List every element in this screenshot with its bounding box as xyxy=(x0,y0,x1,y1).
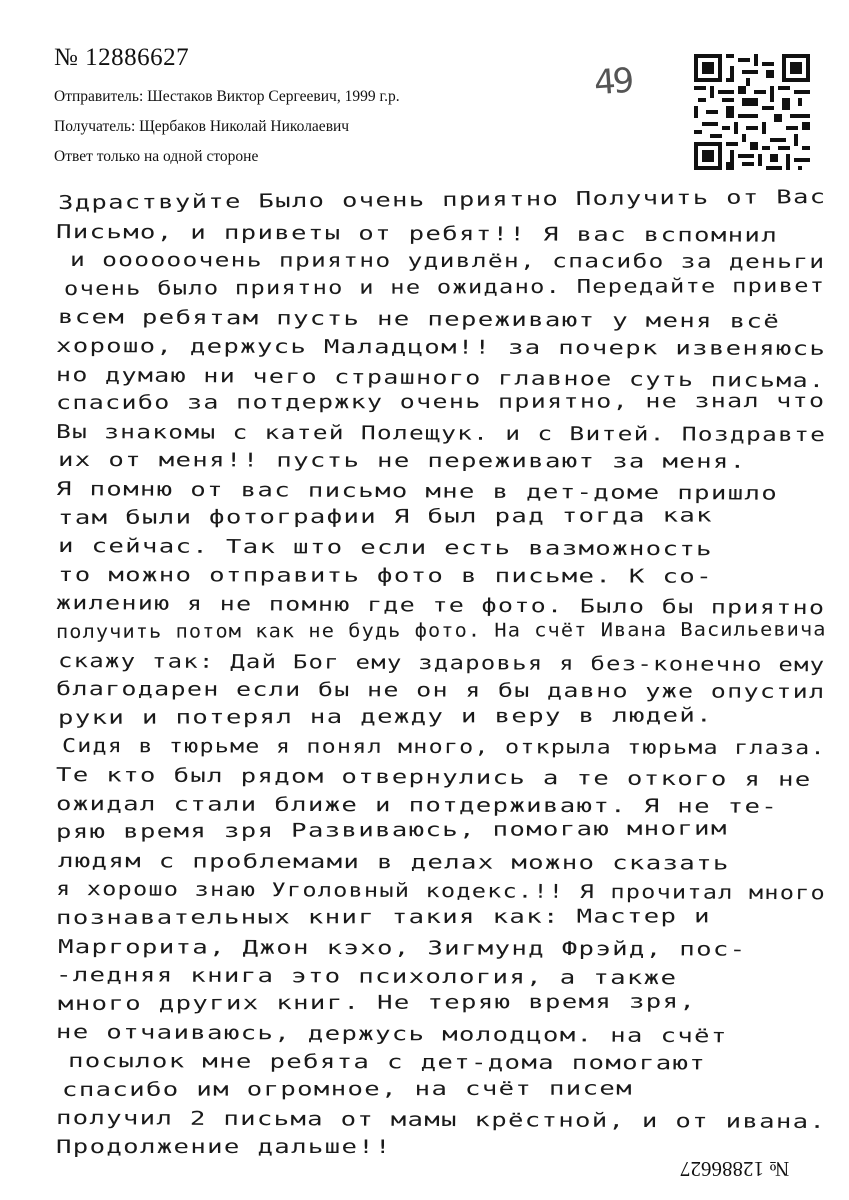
letter-line: много других книг. Не теряю время зря, xyxy=(57,990,697,1015)
letter-line: всем ребятам пусть не переживают у меня всё xyxy=(57,306,781,334)
letter-line: Сидя в тюрьме я понял много, открыла тюрьма глаза. xyxy=(61,735,826,760)
letter-line: благодарен если бы не он я бы давно уже опустил xyxy=(55,678,826,704)
letter-line: ожидал стали ближе и потдерживают. Я не те- xyxy=(55,792,779,818)
letter-line: очень было приятно и не ожидано. Передайте привет xyxy=(63,274,826,300)
handwritten-letter xyxy=(55,186,836,1182)
letter-line: получить потом как не будь фото. На счёт Ивана Васильевича xyxy=(55,618,827,643)
letter-line: я хорошо знаю Уголовный кодекс.!! Я прочитал много xyxy=(55,878,827,905)
recipient-line: Получатель: Щербаков Николай Николаевич xyxy=(54,118,350,135)
letter-line: их от меня!! пусть не переживают за меня. xyxy=(57,449,747,474)
letter-line: там были фотографии Я был рад тогда как xyxy=(57,504,713,529)
letter-line: руки и потерял на дежду и веру в людей. xyxy=(57,704,713,729)
letter-line: Вы знакомы с катей Полещук. и с Витей. Поздравте xyxy=(55,420,827,446)
letter-line: спасибо за потдержку очень приятно, не знал что xyxy=(55,390,826,415)
letter-line: -ледняя книга это психология, а также xyxy=(55,964,678,990)
letter-line: и сейчас. Так што если есть вазможность xyxy=(57,535,714,561)
letter-line: Я помню от вас письмо мне в дет-доме пришло xyxy=(55,478,779,505)
letter-line: и оооооочень приятно удивлён, спасибо за деньги xyxy=(69,249,826,274)
letter-line: ряю время зря Развиваюсь, помогаю многим xyxy=(55,817,728,844)
letter-line: Продолжение дальше!! xyxy=(56,1135,392,1158)
letter-line: Маргорита, Джон кэхо, Зигмунд Фрэйд, пос- xyxy=(57,935,747,961)
letter-line: не отчаиваюсь, держусь молодцом. на счёт xyxy=(55,1021,728,1048)
letter-line: скажу так: Дай Бог ему здаровья я без-конечно ему xyxy=(57,649,826,676)
letter-line: Письмо, и приветы от ребят!! Я вас вспомнил xyxy=(55,220,779,247)
letter-line: людям с проблемами в делах можно сказать xyxy=(57,849,730,875)
letter-line: жилению я не помню где те фото. Было бы приятно xyxy=(55,592,826,620)
letter-line: хорошо, держусь Маладцом!! за почерк извеняюсь xyxy=(55,335,827,360)
sender-line: Отправитель: Шестаков Виктор Сергеевич, 1999 г.р. xyxy=(54,88,400,105)
letter-line: но думаю ни чего страшного главное суть письма. xyxy=(55,363,826,392)
letter-line: то можно отправить фото в письме. К со- xyxy=(57,563,713,588)
reply-note: Ответ только на одной стороне xyxy=(54,148,259,165)
letter-line: Те кто был рядом отвернулись а те откого я не xyxy=(55,764,812,791)
letter-line: спасибо им огромное, на счёт писем xyxy=(61,1077,634,1101)
letter-line: познавательных книг такия как: Мастер и xyxy=(55,905,711,929)
document-number: № 12886627 xyxy=(54,44,190,71)
qr-code-icon xyxy=(694,54,810,170)
letter-line: получил 2 письма от мамы крёстной, и от ивана. xyxy=(55,1107,827,1134)
footer-document-number: № 12886627 xyxy=(680,1157,790,1181)
letter-line: посылок мне ребята с дет-дома помогают xyxy=(67,1050,707,1075)
page-mark: 49 xyxy=(592,60,633,104)
letter-line: Здраствуйте Было очень приятно Получить от Вас xyxy=(57,186,827,214)
